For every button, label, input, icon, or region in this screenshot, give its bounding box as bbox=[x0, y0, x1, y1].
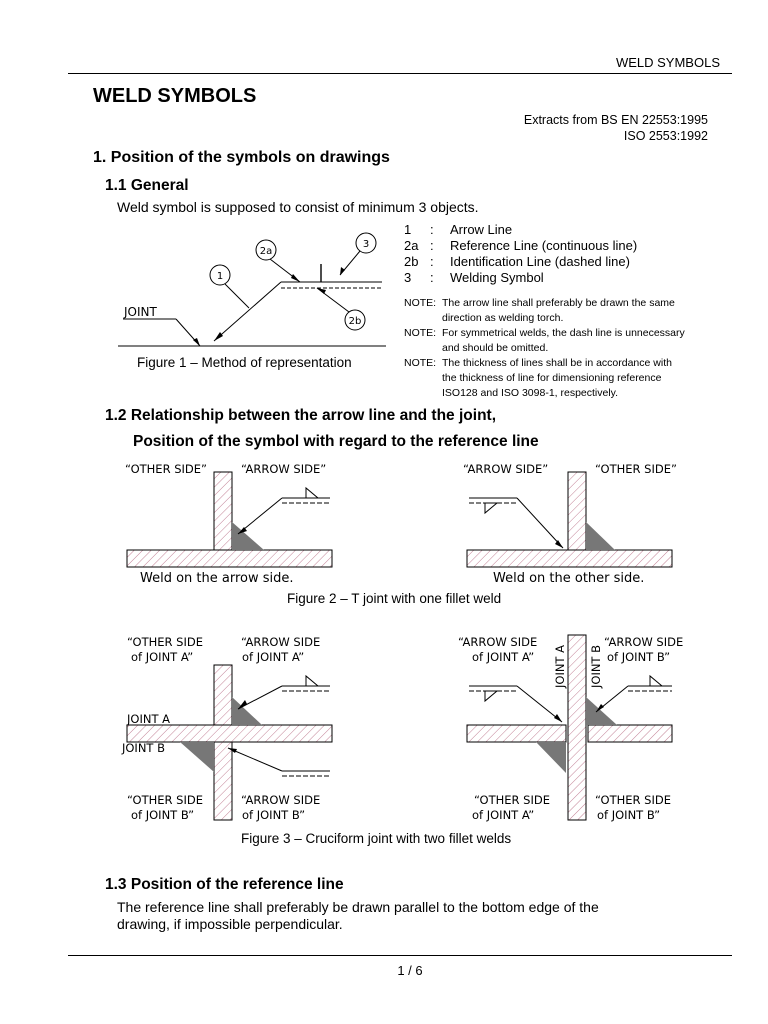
section-1-2-heading-line-2: Position of the symbol with regard to the reference line bbox=[133, 433, 539, 450]
page-number: 1 / 6 bbox=[397, 963, 423, 978]
fig2-left-caption: Weld on the arrow side. bbox=[140, 571, 294, 586]
callout-1: 1 bbox=[216, 271, 224, 282]
fig3-right-arrow-side-b-label: “ARROW SIDE bbox=[604, 635, 684, 649]
fig3-left-joint-a-label-1: of JOINT A” bbox=[131, 650, 194, 664]
footer-rule bbox=[68, 955, 732, 956]
fig3-left-other-side-b-label: “OTHER SIDE bbox=[127, 793, 203, 807]
note-label: NOTE: bbox=[404, 297, 437, 309]
legend-num: 3 bbox=[404, 270, 412, 285]
fig3-left-joint-b-label-2: of JOINT B” bbox=[242, 808, 306, 822]
note-line: For symmetrical welds, the dash line is unnecessary bbox=[442, 327, 685, 339]
arrow-line bbox=[214, 282, 281, 341]
fig3-right-joint-b-label-1: of JOINT B” bbox=[607, 650, 671, 664]
legend-num: 1 bbox=[404, 222, 412, 237]
joint-label: JOINT bbox=[124, 305, 157, 319]
figure-1-drawing bbox=[118, 228, 398, 358]
note-line: direction as welding torch. bbox=[442, 312, 564, 324]
note-label: NOTE: bbox=[404, 357, 437, 369]
fig3-left-arrow-side-a-label: “ARROW SIDE bbox=[241, 635, 321, 649]
legend-item bbox=[404, 270, 637, 286]
callout-2a: 2a bbox=[259, 246, 273, 257]
legend-colon: : bbox=[430, 254, 434, 269]
fig3-left-joint-b-marker: JOINT B bbox=[121, 741, 165, 755]
section-1-3-heading: 1.3 Position of the reference line bbox=[105, 876, 344, 893]
legend-list bbox=[404, 222, 637, 286]
figure-3-caption: Figure 3 – Cruciform joint with two fillet welds bbox=[241, 831, 512, 846]
legend-item bbox=[404, 238, 637, 254]
section-1-1-heading: 1.1 General bbox=[105, 177, 189, 194]
fig3-right-joint-a-label-2: of JOINT A” bbox=[472, 808, 535, 822]
section-1-3-text-line-2: drawing, if impossible perpendicular. bbox=[117, 916, 343, 932]
figure-2-drawing bbox=[0, 455, 768, 595]
fig3-right-joint-b-vertical: JOINT B bbox=[589, 644, 603, 688]
legend-item bbox=[404, 254, 637, 270]
note-line: ISO128 and ISO 3098-1, respectively. bbox=[442, 387, 619, 399]
legend-text: Reference Line (continuous line) bbox=[450, 238, 638, 253]
figure-1-caption: Figure 1 – Method of representation bbox=[137, 355, 352, 370]
legend-text: Arrow Line bbox=[450, 222, 513, 237]
note-line: and should be omitted. bbox=[442, 342, 549, 354]
extracts-line-1: Extracts from BS EN 22553:1995 bbox=[523, 113, 708, 127]
callout-2b: 2b bbox=[348, 316, 362, 327]
note-line: the thickness of line for dimensioning reference bbox=[442, 372, 662, 384]
section-1-3-text-line-1: The reference line shall preferably be drawn parallel to the bottom edge of the bbox=[117, 899, 599, 915]
fig3-right-joint-b-label-2: of JOINT B” bbox=[597, 808, 661, 822]
fig2-left-arrow-side-label: “ARROW SIDE” bbox=[241, 462, 327, 476]
fig3-right-joint-a-label-1: of JOINT A” bbox=[472, 650, 535, 664]
note-line: The thickness of lines shall be in accordance with bbox=[442, 357, 672, 369]
extracts-line-2: ISO 2553:1992 bbox=[623, 129, 708, 143]
fig3-left-other-side-a-label: “OTHER SIDE bbox=[127, 635, 203, 649]
notes-block bbox=[404, 296, 714, 401]
running-header: WELD SYMBOLS bbox=[615, 55, 720, 70]
extracts-note bbox=[524, 112, 708, 144]
fig3-left-joint-b-label-1: of JOINT B” bbox=[131, 808, 195, 822]
legend-colon: : bbox=[430, 270, 434, 285]
note bbox=[404, 356, 714, 401]
section-1-2-heading: 1.2 Relationship between the arrow line and the joint, bbox=[105, 407, 497, 424]
figure-2-caption: Figure 2 – T joint with one fillet weld bbox=[287, 591, 502, 606]
fig2-right-other-side-label: “OTHER SIDE” bbox=[595, 462, 677, 476]
note bbox=[404, 296, 714, 326]
legend-colon: : bbox=[430, 222, 434, 237]
note-label: NOTE: bbox=[404, 327, 437, 339]
legend-colon: : bbox=[430, 238, 434, 253]
fig3-right-other-side-a-label: “OTHER SIDE bbox=[474, 793, 550, 807]
header-rule bbox=[68, 73, 732, 74]
fig3-right-other-side-b-label: “OTHER SIDE bbox=[595, 793, 671, 807]
page-title: WELD SYMBOLS bbox=[93, 85, 257, 107]
legend-num: 2a bbox=[404, 238, 419, 253]
fig2-right-caption: Weld on the other side. bbox=[493, 571, 645, 586]
fig2-left-other-side-label: “OTHER SIDE” bbox=[125, 462, 207, 476]
legend-text: Welding Symbol bbox=[450, 270, 544, 285]
legend-text: Identification Line (dashed line) bbox=[450, 254, 630, 269]
note-line: The arrow line shall preferably be drawn the same bbox=[442, 297, 675, 309]
section-1-1-intro: Weld symbol is supposed to consist of minimum 3 objects. bbox=[117, 199, 479, 215]
fig3-left-joint-a-marker: JOINT A bbox=[127, 712, 170, 726]
note bbox=[404, 326, 714, 356]
fig3-left-arrow-side-b-label: “ARROW SIDE bbox=[241, 793, 321, 807]
fig3-right-joint-a-vertical: JOINT A bbox=[553, 645, 567, 688]
fig3-right-arrow-side-a-label: “ARROW SIDE bbox=[458, 635, 538, 649]
fig2-right-arrow-side-label: “ARROW SIDE” bbox=[463, 462, 549, 476]
fig3-left-joint-a-label-2: of JOINT A” bbox=[242, 650, 305, 664]
callout-3: 3 bbox=[362, 239, 370, 250]
section-1-heading: 1. Position of the symbols on drawings bbox=[93, 149, 390, 166]
legend-item bbox=[404, 222, 637, 238]
legend-num: 2b bbox=[404, 254, 419, 269]
